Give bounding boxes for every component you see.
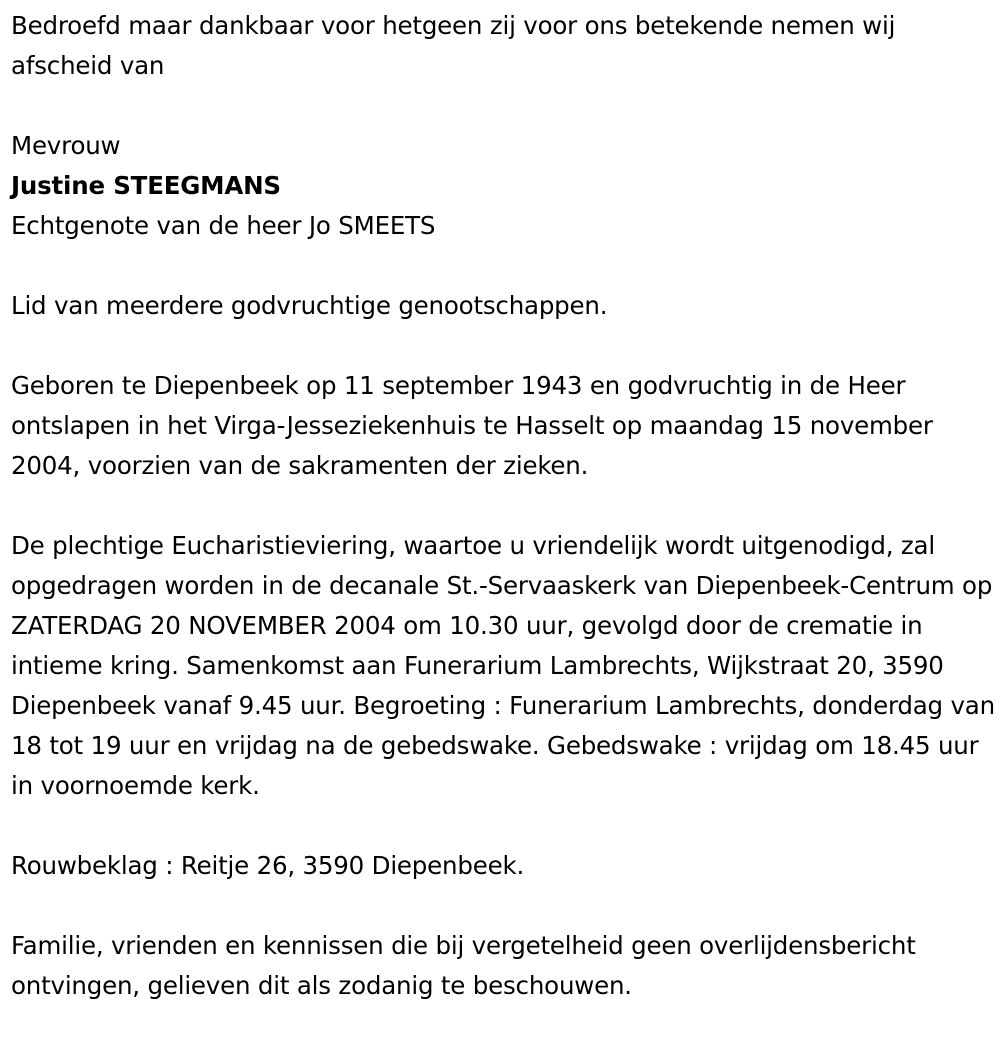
- obituary-notice: [11, 6, 996, 1006]
- spacer: [11, 806, 996, 846]
- spacer: [11, 86, 996, 126]
- spacer: [11, 886, 996, 926]
- spacer: [11, 486, 996, 526]
- birth-death-text: Geboren te Diepenbeek op 11 september 1943 en godvruchtig in de Heer ontslapen in het Virga-Jesseziekenhuis te Hasselt op maandag 15 november 2004, voorzien van de sakramenten der zieken.: [11, 371, 933, 480]
- deceased-name: Justine STEEGMANS: [11, 171, 281, 200]
- spouse-line: Echtgenote van de heer Jo SMEETS: [11, 211, 436, 240]
- closing-text: Familie, vrienden en kennissen die bij vergetelheid geen overlijdensbericht ontvingen, gelieven dit als zodanig te beschouwen.: [11, 931, 916, 1000]
- spacer: [11, 326, 996, 366]
- membership-text: Lid van meerdere godvruchtige genootschappen.: [11, 291, 608, 320]
- spacer: [11, 246, 996, 286]
- condolence-address: Rouwbeklag : Reitje 26, 3590 Diepenbeek.: [11, 851, 525, 880]
- salutation: Mevrouw: [11, 131, 121, 160]
- ceremony-text: De plechtige Eucharistieviering, waartoe u vriendelijk wordt uitgenodigd, zal opgedragen worden in de decanale St.-Servaaskerk van Diepenbeek-Centrum op ZATERDAG 20 NOVEMBER 2004 om 10.30 uur, gevolgd door de crematie in intieme kring. Samenkomst aan Funerarium Lambrechts, Wijkstraat 20, 3590 Diepenbeek vanaf 9.45 uur. Begroeting : Funerarium Lambrechts, donderdag van 18 tot 19 uur en vrijdag na de gebedswake. Gebedswake : vrijdag om 18.45 uur in voornoemde kerk.: [11, 531, 995, 800]
- intro-text: Bedroefd maar dankbaar voor hetgeen zij voor ons betekende nemen wij afscheid van: [11, 11, 896, 80]
